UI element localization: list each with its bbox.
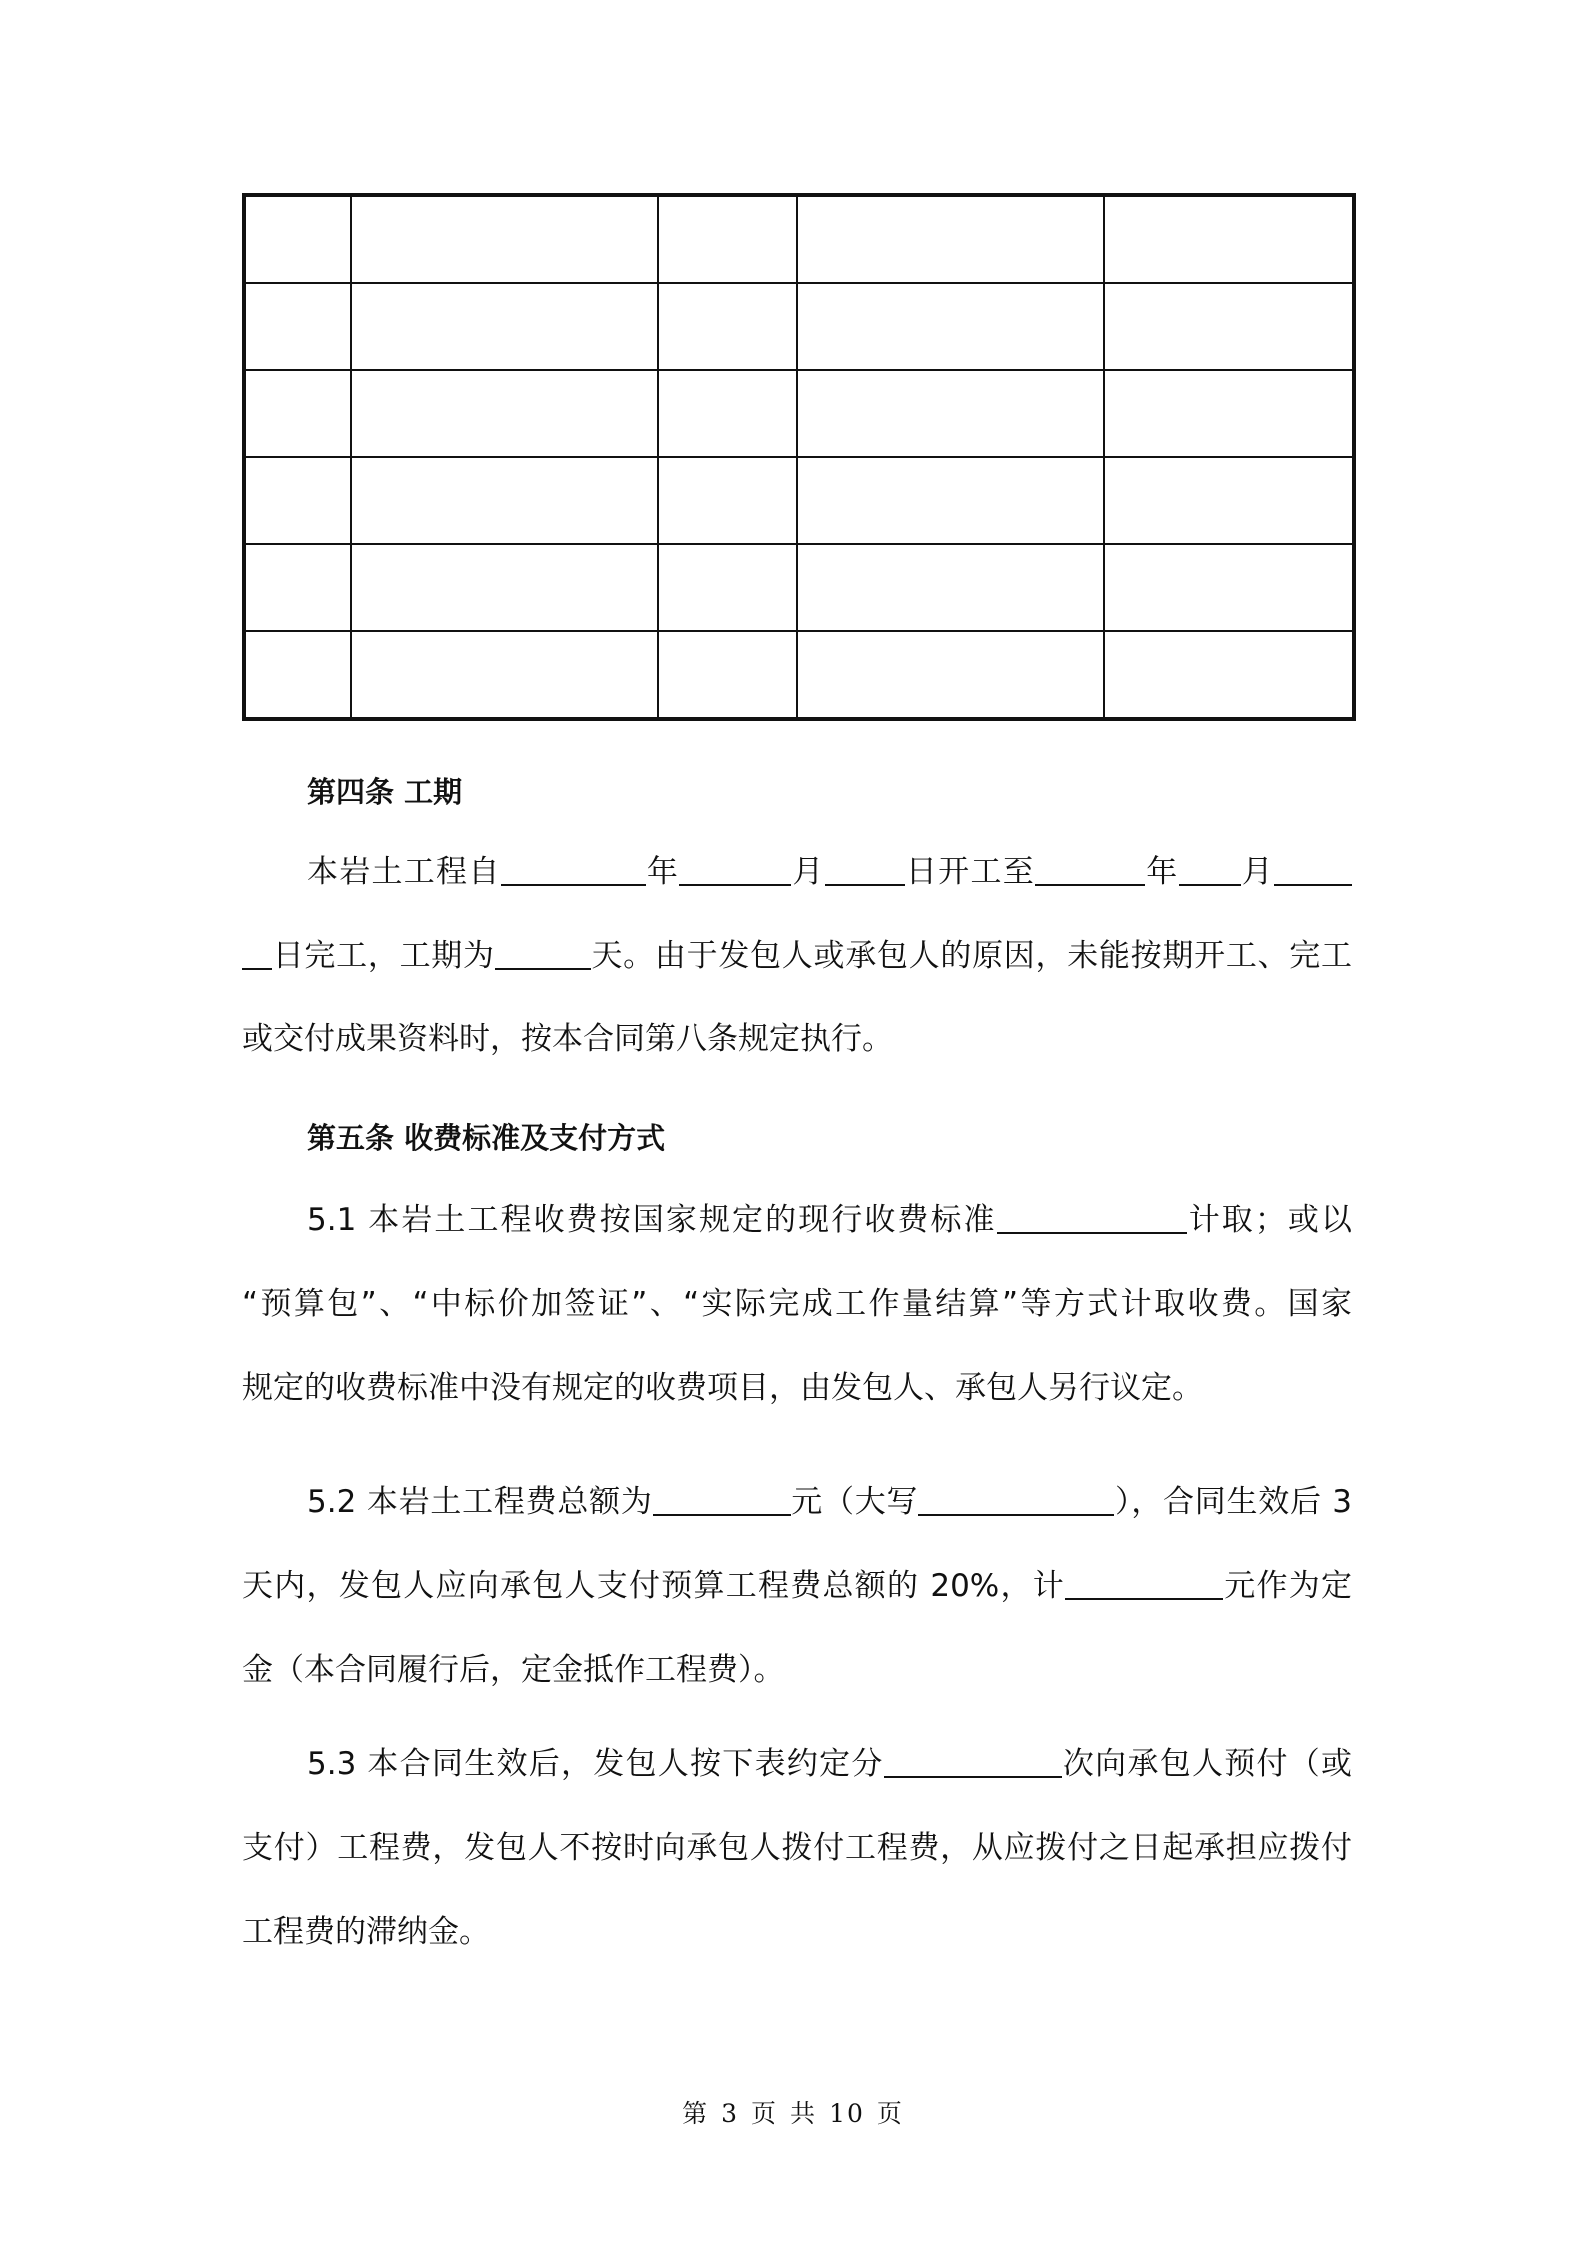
blank-start-day[interactable] [825,854,905,886]
clause-5-3-line-1 [307,1744,1352,1784]
clause-5-1-line-1 [307,1200,1352,1240]
blank-start-month[interactable] [679,854,791,886]
blank-end-month[interactable] [1179,854,1241,886]
clause-5-1-line-3: 规定的收费标准中没有规定的收费项目，由发包人、承包人另行议定。 [242,1370,1203,1406]
table-row [244,283,1354,370]
text: 日完工，工期为 [272,938,495,974]
section-5-heading: 第五条 收费标准及支付方式 [307,1121,666,1155]
blank-total-amount-words[interactable] [918,1484,1114,1516]
clause-5-1-line-2: “预算包”、“中标价加签证”、“实际完成工作量结算”等方式计取收费。国家 [242,1286,1352,1322]
blank-duration-days[interactable] [495,938,591,970]
section-4-line-3: 或交付成果资料时，按本合同第八条规定执行。 [242,1021,893,1057]
section-4-line-1 [307,852,1352,892]
table-row [244,544,1354,631]
text: ），合同生效后 3 [1114,1484,1353,1520]
total-pages: 10 [829,2099,865,2128]
text: 共 [790,2099,818,2128]
page-footer [0,2094,1586,2130]
text: 月 [1240,854,1275,890]
text: 页 [751,2099,779,2128]
blank-installment-count[interactable] [884,1746,1062,1778]
clause-5-2-line-2 [242,1566,1352,1606]
text: 本岩土工程自 [307,854,501,890]
section-4-heading: 第四条 工期 [307,775,463,809]
table-row [244,370,1354,457]
blank-end-day[interactable] [1274,854,1352,886]
clause-5-2-line-3: 金（本合同履行后，定金抵作工程费）。 [242,1652,785,1688]
text: 元（大写 [790,1484,919,1520]
text: 日开工至 [904,854,1035,890]
text: 年 [1144,854,1179,890]
table-row [244,631,1354,719]
text: 5.1 本岩土工程收费按国家规定的现行收费标准 [307,1202,997,1238]
text: 5.2 本岩土工程费总额为 [307,1484,653,1520]
blank-end-year[interactable] [1035,854,1145,886]
page-number: 3 [721,2099,740,2128]
blank-end-day-cont[interactable] [242,938,272,970]
text: 天。由于发包人或承包人的原因，未能按期开工、完工 [590,938,1352,974]
text: 次向承包人预付（或 [1061,1746,1353,1782]
text: 第 [682,2099,710,2128]
table-row [244,195,1354,283]
text: 年 [645,854,680,890]
blank-fee-standard[interactable] [997,1202,1187,1234]
text: 计取；或以 [1186,1202,1353,1238]
text: 5.3 本合同生效后，发包人按下表约定分 [307,1746,884,1782]
text: 月 [791,854,825,890]
clause-5-3-line-2: 支付）工程费，发包人不按时向承包人拨付工程费，从应拨付之日起承担应拨付 [242,1830,1352,1866]
table-row [244,457,1354,544]
text: 元作为定 [1223,1568,1352,1604]
blank-start-year[interactable] [501,854,646,886]
text: 天内，发包人应向承包人支付预算工程费总额的 20%，计 [242,1568,1065,1604]
clause-5-2-line-1 [307,1482,1352,1522]
empty-schedule-table [242,193,1356,721]
blank-deposit-amount[interactable] [1065,1568,1223,1600]
text: 页 [876,2099,904,2128]
section-4-line-2 [242,936,1352,976]
clause-5-3-line-3: 工程费的滞纳金。 [242,1914,490,1950]
blank-total-amount[interactable] [653,1484,791,1516]
